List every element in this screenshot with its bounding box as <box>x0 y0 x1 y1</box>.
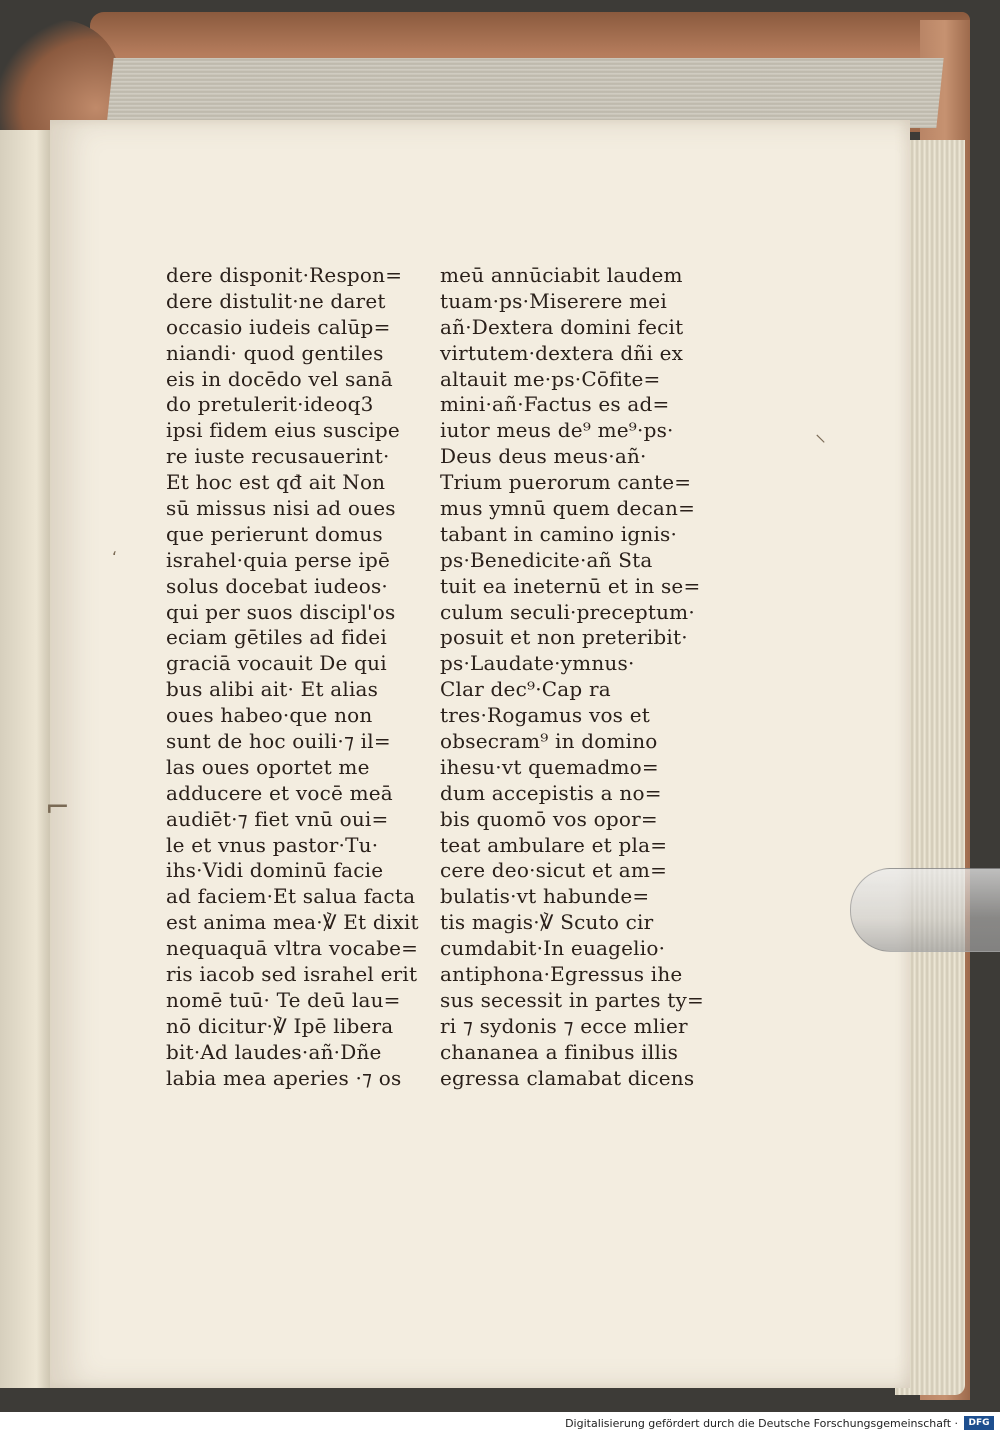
page-clip <box>850 868 1000 952</box>
text-line: teat ambulare et pla= <box>440 832 668 857</box>
text-line: qui per suos discipl'os <box>166 599 396 624</box>
text-line: ihs·Vidi dominū facie <box>166 858 384 883</box>
text-line: Clar dec⁹·Cap ra <box>440 677 611 702</box>
text-line: graciā vocauit De qui <box>166 651 387 676</box>
text-line: Deus deus meus·añ· <box>440 444 647 469</box>
dfg-logo: DFG <box>964 1416 994 1430</box>
text-line: dum accepistis a no= <box>440 780 662 805</box>
text-line: virtutem·dextera dñi ex <box>440 340 684 365</box>
text-line: labia mea aperies ·⁊ os <box>166 1065 402 1090</box>
text-line: Trium puerorum cante= <box>440 470 692 495</box>
text-line: tuam·ps·Miserere mei <box>440 288 667 313</box>
page-stack-edge <box>106 58 943 128</box>
text-line: ris iacob sed israhel erit <box>166 962 418 987</box>
binding-curl <box>0 20 120 130</box>
text-line: bulatis·vt habunde= <box>440 884 650 909</box>
text-line: oues habeo·que non <box>166 703 373 728</box>
text-line: solus docebat iudeos· <box>166 573 388 598</box>
text-line: eciam gētiles ad fidei <box>166 625 387 650</box>
text-line: Et hoc est qđ ait Non <box>166 470 386 495</box>
text-line: ihesu·vt quemadmo= <box>440 754 659 779</box>
text-line: bis quomō vos opor= <box>440 806 658 831</box>
text-line: eis in docēdo vel sanā <box>166 366 393 391</box>
text-line: nomē tuū· Te deū lau= <box>166 987 401 1012</box>
text-line: sunt de hoc ouili·⁊ il= <box>166 729 391 754</box>
margin-hook-mark: ⌐ <box>45 790 71 825</box>
text-line: tres·Rogamus vos et <box>440 703 650 728</box>
text-line: ri ⁊ sydonis ⁊ ecce mlier <box>440 1013 688 1038</box>
margin-tick-mark: ʻ <box>112 548 118 567</box>
text-line: audiēt·⁊ fiet vnū oui= <box>166 806 389 831</box>
text-line: que perierunt domus <box>166 521 383 546</box>
text-column-left <box>166 263 421 1092</box>
text-line: egressa clamabat dicens <box>440 1065 695 1090</box>
footer-bar <box>0 1412 1000 1435</box>
text-line: le et vnus pastor·Tu· <box>166 832 379 857</box>
text-line: do pretulerit·ideoq3 <box>166 392 374 417</box>
text-line: tis magis·℣ Scuto cir <box>440 910 654 935</box>
text-line: dere distulit·ne daret <box>166 288 386 313</box>
text-line: añ·Dextera domini fecit <box>440 314 684 339</box>
text-line: est anima mea·℣ Et dixit <box>166 910 419 935</box>
text-line: adducere et vocē meā <box>166 780 393 805</box>
text-line: antiphona·Egressus ihe <box>440 962 683 987</box>
text-line: cumdabit·In euagelio· <box>440 936 666 961</box>
text-line: iutor meus de⁹ me⁹·ps· <box>440 418 674 443</box>
text-line: obsecram⁹ in domino <box>440 729 658 754</box>
text-line: re iuste recusauerint· <box>166 444 390 469</box>
text-line: altauit me·ps·Cōfite= <box>440 366 661 391</box>
text-line: chananea a finibus illis <box>440 1039 679 1064</box>
text-column-right <box>440 263 704 1092</box>
text-line: sū missus nisi ad oues <box>166 496 396 521</box>
text-line: tabant in camino ignis· <box>440 521 678 546</box>
text-line: nō dicitur·℣ Ipē libera <box>166 1013 394 1038</box>
text-line: bit·Ad laudes·añ·Dñe <box>166 1039 382 1064</box>
text-line: meū annūciabit laudem <box>440 263 683 287</box>
text-line: niandi· quod gentiles <box>166 340 384 365</box>
footer-credit: Digitalisierung gefördert durch die Deutsche Forschungsgemeinschaft · <box>565 1417 958 1430</box>
text-line: mus ymnū quem decan= <box>440 496 696 521</box>
text-line: cere deo·sicut et am= <box>440 858 668 883</box>
text-line: mini·añ·Factus es ad= <box>440 392 670 417</box>
text-line: ps·Laudate·ymnus· <box>440 651 635 676</box>
text-line: ad faciem·Et salua facta <box>166 884 416 909</box>
text-line: ipsi fidem eius suscipe <box>166 418 400 443</box>
text-line: occasio iudeis calūp= <box>166 314 391 339</box>
text-line: culum seculi·preceptum· <box>440 599 695 624</box>
left-page-edge <box>0 130 52 1388</box>
text-line: nequaquā vltra vocabe= <box>166 936 419 961</box>
text-line: ps·Benedicite·añ Sta <box>440 547 653 572</box>
text-line: las oues oportet me <box>166 754 370 779</box>
text-line: posuit et non preteribit· <box>440 625 688 650</box>
text-line: bus alibi ait· Et alias <box>166 677 379 702</box>
text-line: dere disponit·Respon= <box>166 263 403 287</box>
text-line: israhel·quia perse ipē <box>166 547 391 572</box>
margin-pen-mark: ⸜ <box>815 422 827 447</box>
text-line: tuit ea ineternū et in se= <box>440 573 701 598</box>
text-line: sus secessit in partes ty= <box>440 987 704 1012</box>
